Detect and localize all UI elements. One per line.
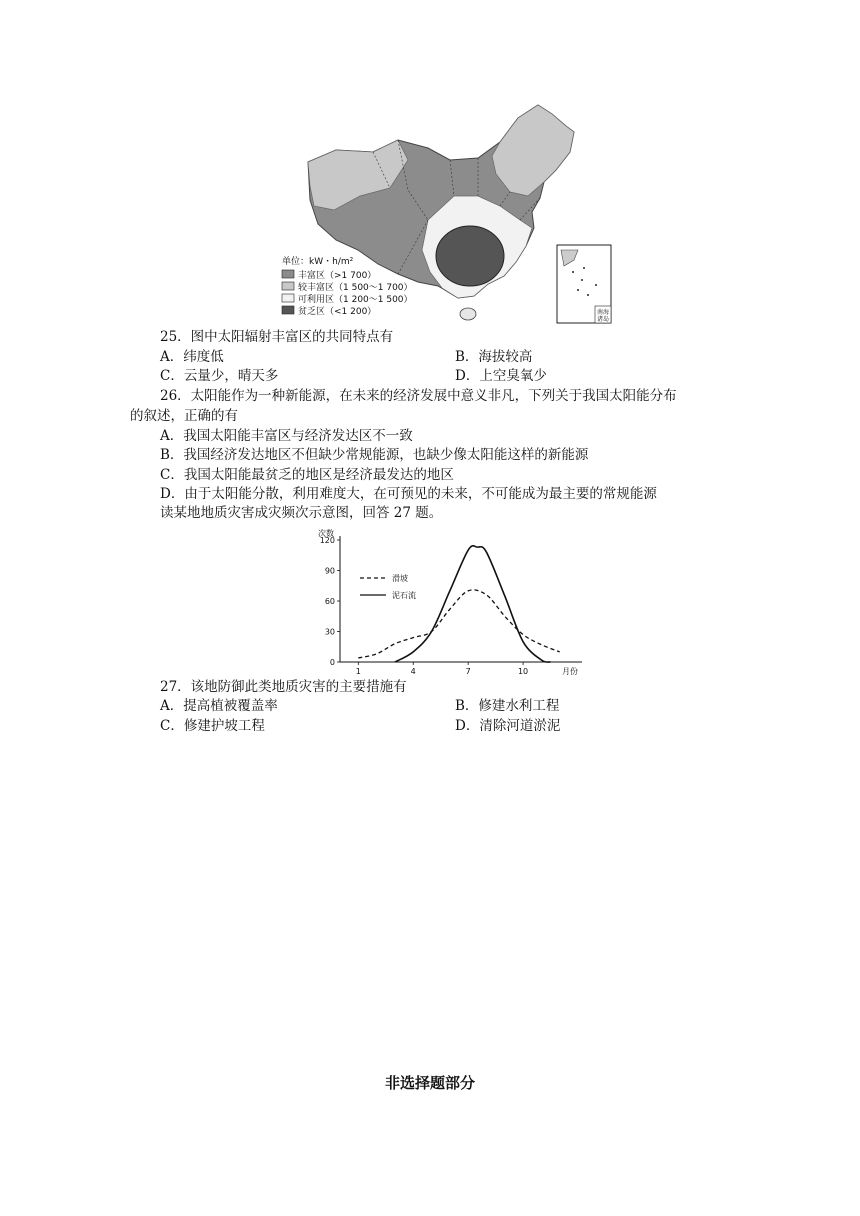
q27-option-b: B．修建水利工程: [455, 698, 560, 714]
legend-label-rich: 丰富区（>1 700）: [298, 271, 377, 281]
series-line-landslide: [358, 590, 559, 658]
q26-stem-line2: 的叙述，正确的有: [130, 408, 238, 424]
legend-label-landslide: 滑坡: [392, 574, 408, 583]
legend-label-usable: 可利用区（1 200～1 500）: [298, 295, 413, 305]
q26-stem-line1: 26．太阳能作为一种新能源，在未来的经济发展中意义非凡，下列关于我国太阳能分布: [160, 388, 677, 404]
q26-option-b: B．我国经济发达地区不但缺少常规能源，也缺少像太阳能这样的新能源: [160, 447, 589, 463]
q25-option-b: B．海拔较高: [455, 349, 533, 365]
series-line-debris-flow: [395, 546, 551, 662]
x-tick-label: 1: [355, 667, 361, 676]
svg-text:南海: 南海: [597, 309, 610, 316]
legend-label-poor: 贫乏区（<1 200）: [298, 307, 377, 317]
q25-stem: 25．图中太阳辐射丰富区的共同特点有: [160, 329, 394, 345]
q27-stem: 27．该地防御此类地质灾害的主要措施有: [160, 679, 407, 695]
map-unit-label: 单位：kW・h/m²: [282, 257, 354, 267]
inset-label: 南海诸岛: [278, 100, 282, 101]
legend-label-debris-flow: 泥石流: [392, 591, 416, 600]
svg-text:诸岛: 诸岛: [597, 316, 610, 323]
legend-swatch-moderate: [282, 282, 294, 290]
q25-option-c: C．云量少，晴天多: [160, 368, 279, 384]
x-tick-label: 4: [410, 667, 416, 676]
q27-option-a: A．提高植被覆盖率: [160, 698, 278, 714]
map-region-poor: [436, 226, 504, 286]
y-tick-label: 30: [324, 627, 335, 637]
q27-option-d: D．清除河道淤泥: [455, 718, 561, 734]
map-region-moderate-east: [492, 105, 574, 196]
disaster-frequency-chart: [310, 528, 586, 676]
q26-option-c: C．我国太阳能最贫乏的地区是经济最发达的地区: [160, 467, 454, 483]
q25-option-d: D．上空臭氧少: [455, 368, 547, 384]
x-tick-label: 7: [465, 667, 471, 676]
hainan-island: [460, 308, 476, 320]
q26-option-d: D．由于太阳能分散，利用难度大，在可预见的未来，不可能成为最主要的常规能源: [160, 486, 657, 502]
y-tick-label: 120: [319, 536, 335, 545]
y-tick-label: 0: [329, 658, 335, 667]
y-tick-label: 60: [324, 597, 335, 606]
x-tick-label: 10: [517, 667, 529, 676]
x-axis-label: 月份: [562, 667, 578, 676]
q26-option-a: A．我国太阳能丰富区与经济发达区不一致: [160, 428, 413, 444]
legend-swatch-rich: [282, 270, 294, 278]
section-title: 非选择题部分: [384, 1074, 475, 1092]
y-axis-label: 次数: [318, 529, 334, 538]
y-tick-label: 90: [324, 566, 335, 576]
q27-intro: 读某地地质灾害成灾频次示意图，回答 27 题。: [160, 505, 443, 521]
china-solar-radiation-map: [278, 100, 614, 325]
legend-label-moderate: 较丰富区（1 500～1 700）: [298, 283, 413, 293]
q25-option-a: A．纬度低: [160, 349, 224, 365]
legend-swatch-poor: [282, 306, 294, 314]
legend-swatch-usable: [282, 294, 294, 302]
q27-option-c: C．修建护坡工程: [160, 718, 265, 734]
